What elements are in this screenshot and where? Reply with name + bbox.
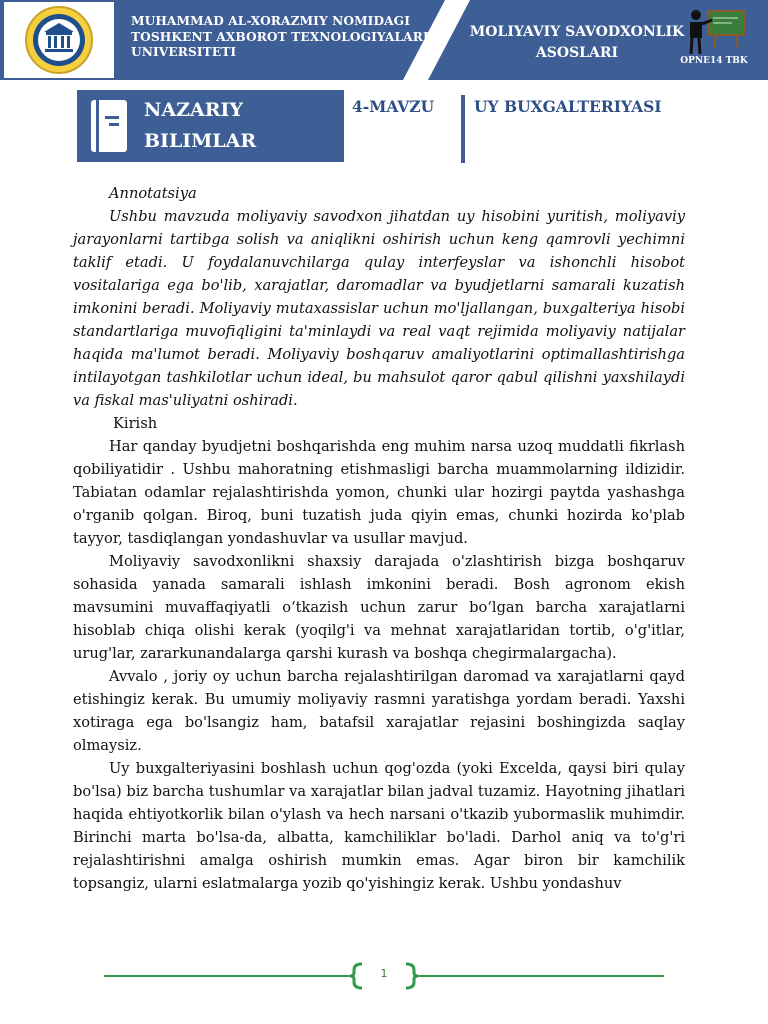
university-name-line: TOSHKENT AXBOROT TEXNOLOGIYALARI	[131, 29, 429, 44]
body-paragraph: Moliyaviy savodxonlikni shaxsiy darajada o'zlashtirish bizga boshqaruv sohasida yanada samarali ishlash imkonini beradi. Bosh agronom ekish mavsumini muvaffaqiyatli o‘tkazish uchun zarur bo‘lgan barcha xarajatlarni hisoblab chiqa olishi kerak (yoqilg'i va mehnat xarajatlaridan tortib, o'g'itlar, urug'lar, zararkunandalarga qarshi kurash va boshqa chegirmalargacha).	[73, 553, 685, 662]
page-number: 1	[380, 967, 388, 980]
body-paragraph: Har qanday byudjetni boshqarishda eng muhim narsa uzoq muddatli fikrlash qobiliyatidir . Ushbu mahoratning etishmasligi barcha muammolarning ildizidir. Tabiatan odamlar rejalashtirishda yomon, chunki ular hozirgi paytda yashashga o'rganib qolgan. Biroq, buni tuzatish juda qiyin emas, chunki hozirda ko'plab tayyor, tasdiqlangan yondashuvlar va usullar mavjud.	[73, 438, 685, 547]
university-name-line: UNIVERSITETI	[131, 45, 237, 59]
university-name-line: MUHAMMAD AL-XORAZMIY NOMIDAGI	[131, 14, 410, 28]
body-paragraph: Avvalo , joriy oy uchun barcha rejalashtirilgan daromad va xarajatlarni qayd etishingiz kerak. Bu umumiy moliyaviy rasmni yaratishga yordam beradi. Yaxshi xotiraga ega bo'lsangiz ham, batafsil xarajatlar rejasini boshingizda saqlay olmaysiz.	[73, 668, 685, 754]
course-title	[462, 22, 692, 64]
theory-label-line: NAZARIY	[144, 99, 243, 121]
body-paragraph: Uy buxgalteriyasini boshlash uchun qog'ozda (yoki Excelda, qaysi biri qulay bo'lsa) biz barcha tushumlar va xarajatlar bilan jadval tuzamiz. Hayotning jihatlari haqida ehtiyotkorlik bilan o'ylash va hech narsani o'tkazib yubormaslik muhimdir. Birinchi marta bo'lsa-da, albatta, kamchiliklar bo'ladi. Darhol aniq va to'g'ri rejalashtirishni amalga oshirish mumkin emas. Agar biron bir kamchilik topsangiz, ularni eslatmalarga yozib qo'yishingiz kerak. Ushbu yondashuv	[73, 760, 685, 892]
theory-section-box	[77, 90, 344, 162]
topic-title: UY BUXGALTERIYASI	[474, 97, 662, 116]
annotation-paragraph: Ushbu mavzuda moliyaviy savodxon jihatdan uy hisobini yuritish, moliyaviy jarayonlarni tartibga solish va aniqlikni oshirish uchun keng qamrovli yechimni taklif etadi. U foydalanuvchilarga qulay interfeyslar va ishonchli hisobot vositalariga ega bo'lib, xarajatlar, daromadlar va byudjetlarni samarali kuzatish imkonini beradi. Moliyaviy mutaxassislar uchun mo'ljallangan, buxgalteriya hisobi standartlariga muvofiqligini ta'minlaydi va real vaqt rejimida moliyaviy natijalar haqida ma'lumot beradi. Moliyaviy boshqaruv amaliyotlarini optimallashtirishga intilayotgan tashkilotlar uchun ideal, bu mahsulot qaror qabul qilishni yaxshilaydi va fiskal mas'uliyatni oshiradi.	[73, 208, 685, 409]
topic-number: 4-MAVZU	[352, 97, 435, 116]
teacher-board-icon	[682, 8, 748, 56]
intro-heading: Kirish	[113, 415, 158, 432]
university-emblem-icon	[24, 5, 94, 75]
university-logo	[4, 2, 114, 78]
book-icon	[89, 98, 129, 154]
topic-divider	[461, 95, 465, 163]
course-code: OPNE14 TBK	[680, 56, 748, 66]
header-banner	[0, 0, 768, 80]
university-name	[131, 14, 431, 61]
annotation-heading: Annotatsiya	[109, 185, 197, 202]
theory-label-line: BILIMLAR	[144, 130, 257, 152]
course-title-line: MOLIYAVIY SAVODXONLIK	[469, 24, 685, 40]
course-title-line: ASOSLARI	[535, 45, 619, 61]
document-body	[73, 182, 685, 895]
page-footer	[104, 962, 664, 990]
theory-label	[144, 95, 334, 157]
